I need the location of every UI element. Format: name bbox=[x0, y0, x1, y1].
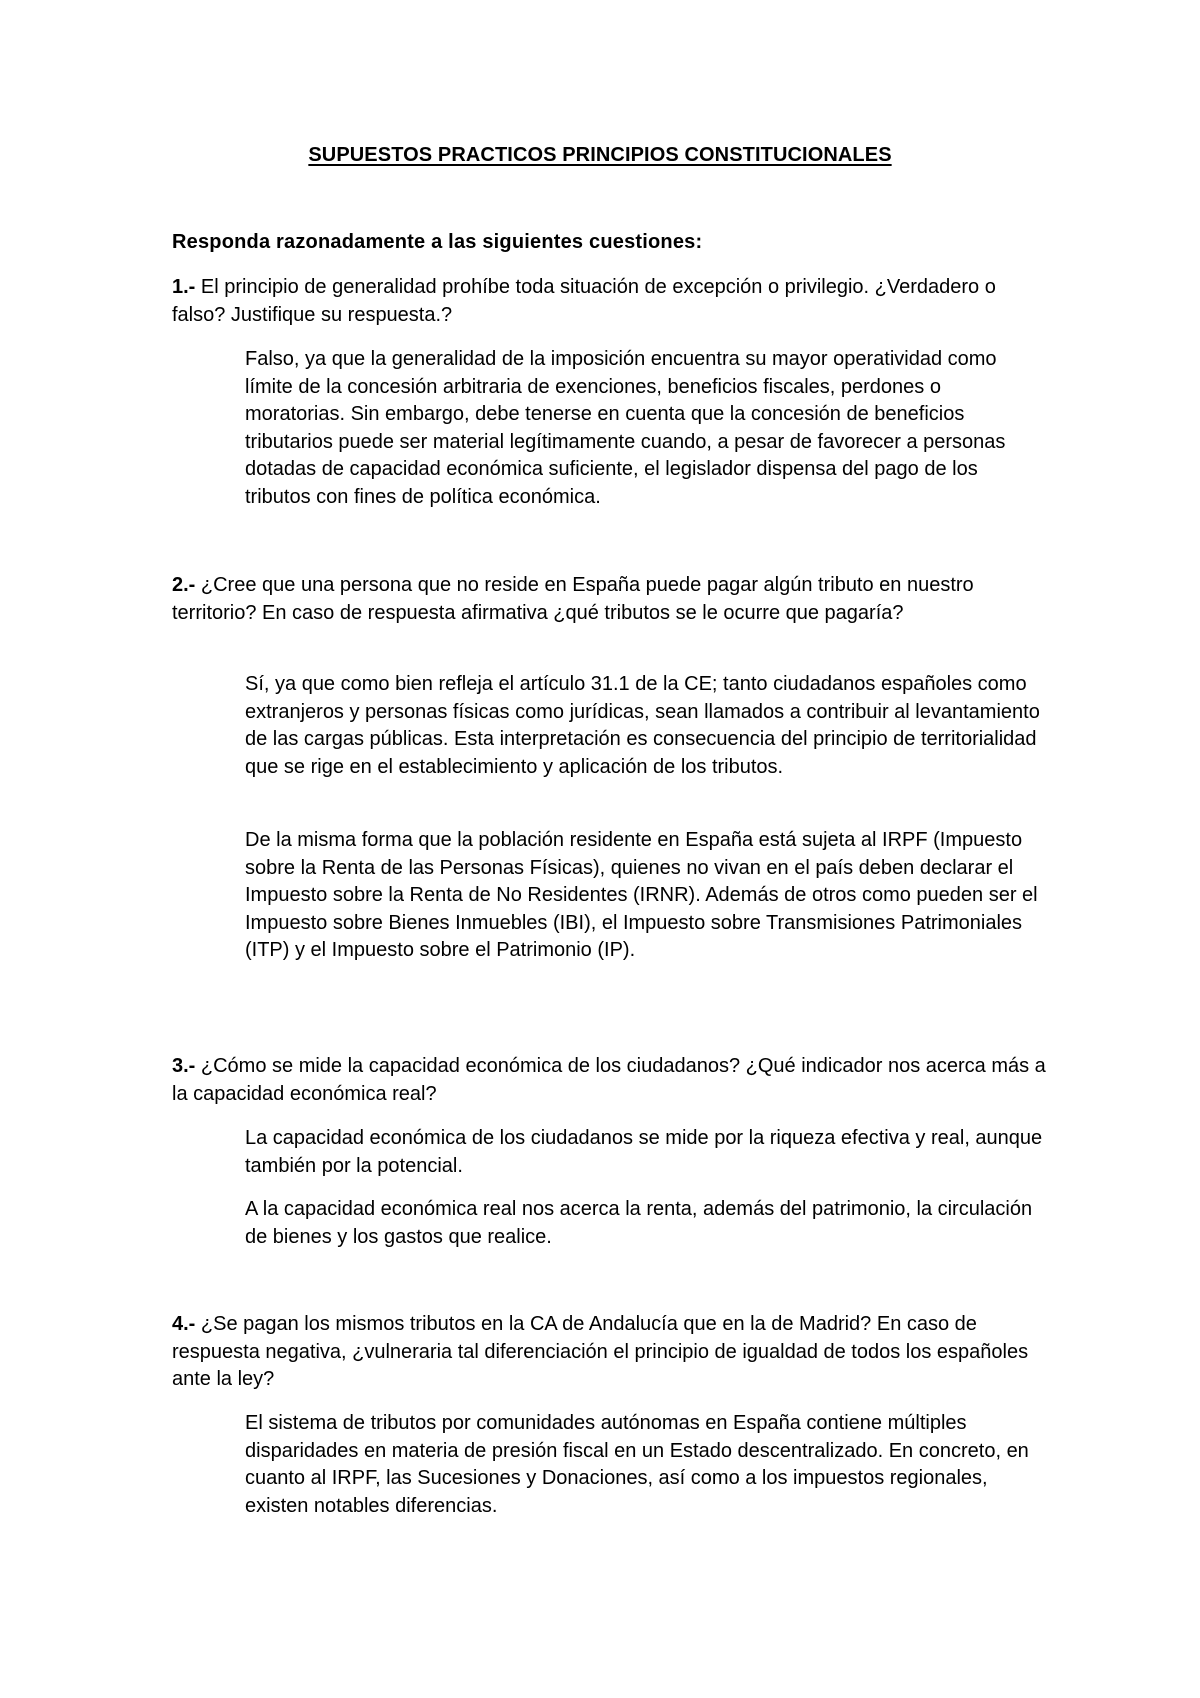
question-text: ¿Cómo se mide la capacidad económica de los ciudadanos? ¿Qué indicador nos acerca más a la capacidad económica real? bbox=[172, 1055, 1046, 1105]
question-1 bbox=[172, 274, 1052, 329]
document-title: SUPUESTOS PRACTICOS PRINCIPIOS CONSTITUCIONALES bbox=[308, 144, 892, 166]
question-text: El principio de generalidad prohíbe toda situación de excepción o privilegio. ¿Verdadero o falso? Justifique su respuesta.? bbox=[172, 276, 996, 326]
question-3 bbox=[172, 1053, 1052, 1108]
answer-3-paragraph-2: A la capacidad económica real nos acerca la renta, además del patrimonio, la circulación de bienes y los gastos que realice. bbox=[245, 1198, 1033, 1248]
instructions-heading: Responda razonadamente a las siguientes cuestiones: bbox=[172, 231, 703, 253]
question-number: 1.- bbox=[172, 276, 196, 298]
question-number: 4.- bbox=[172, 1313, 196, 1335]
question-2 bbox=[172, 572, 1052, 627]
question-number: 2.- bbox=[172, 574, 196, 596]
answer-4-paragraph-1: El sistema de tributos por comunidades autónomas en España contiene múltiples disparidades en materia de presión fiscal en un Estado descentralizado. En concreto, en cuanto al IRPF, las Sucesiones y Donaciones, así como a los impuestos regionales, existen notables diferencias. bbox=[245, 1412, 1029, 1517]
question-text: ¿Cree que una persona que no reside en España puede pagar algún tributo en nuestro territorio? En caso de respuesta afirmativa ¿qué tributos se le ocurre que pagaría? bbox=[172, 574, 974, 624]
question-text: ¿Se pagan los mismos tributos en la CA de Andalucía que en la de Madrid? En caso de respuesta negativa, ¿vulneraria tal diferenciación el principio de igualdad de todos los españoles ante la ley? bbox=[172, 1313, 1029, 1390]
answer-2-paragraph-2: De la misma forma que la población residente en España está sujeta al IRPF (Impuesto sobre la Renta de las Personas Físicas), quienes no vivan en el país deben declarar el Impuesto sobre la Renta de No Residentes (IRNR). Además de otros como pueden ser el Impuesto sobre Bienes Inmuebles (IBI), el Impuesto sobre Transmisiones Patrimoniales (ITP) y el Impuesto sobre el Patrimonio (IP). bbox=[245, 829, 1038, 961]
answer-2-paragraph-1: Sí, ya que como bien refleja el artículo 31.1 de la CE; tanto ciudadanos españoles como extranjeros y personas físicas como jurídicas, sean llamados a contribuir al levantamiento de las cargas públicas. Esta interpretación es consecuencia del principio de territorialidad que se rige en el establecimiento y aplicación de los tributos. bbox=[245, 673, 1040, 778]
answer-3-paragraph-1: La capacidad económica de los ciudadanos se mide por la riqueza efectiva y real, aunque también por la potencial. bbox=[245, 1127, 1043, 1177]
question-number: 3.- bbox=[172, 1055, 196, 1077]
answer-1-paragraph-1: Falso, ya que la generalidad de la imposición encuentra su mayor operatividad como límite de la concesión arbitraria de exenciones, beneficios fiscales, perdones o moratorias. Sin embargo, debe tenerse en cuenta que la concesión de beneficios tributarios puede ser material legítimamente cuando, a pesar de favorecer a personas dotadas de capacidad económica suficiente, el legislador dispensa del pago de los tributos con fines de política económica. bbox=[245, 348, 1006, 508]
question-4 bbox=[172, 1311, 1052, 1394]
